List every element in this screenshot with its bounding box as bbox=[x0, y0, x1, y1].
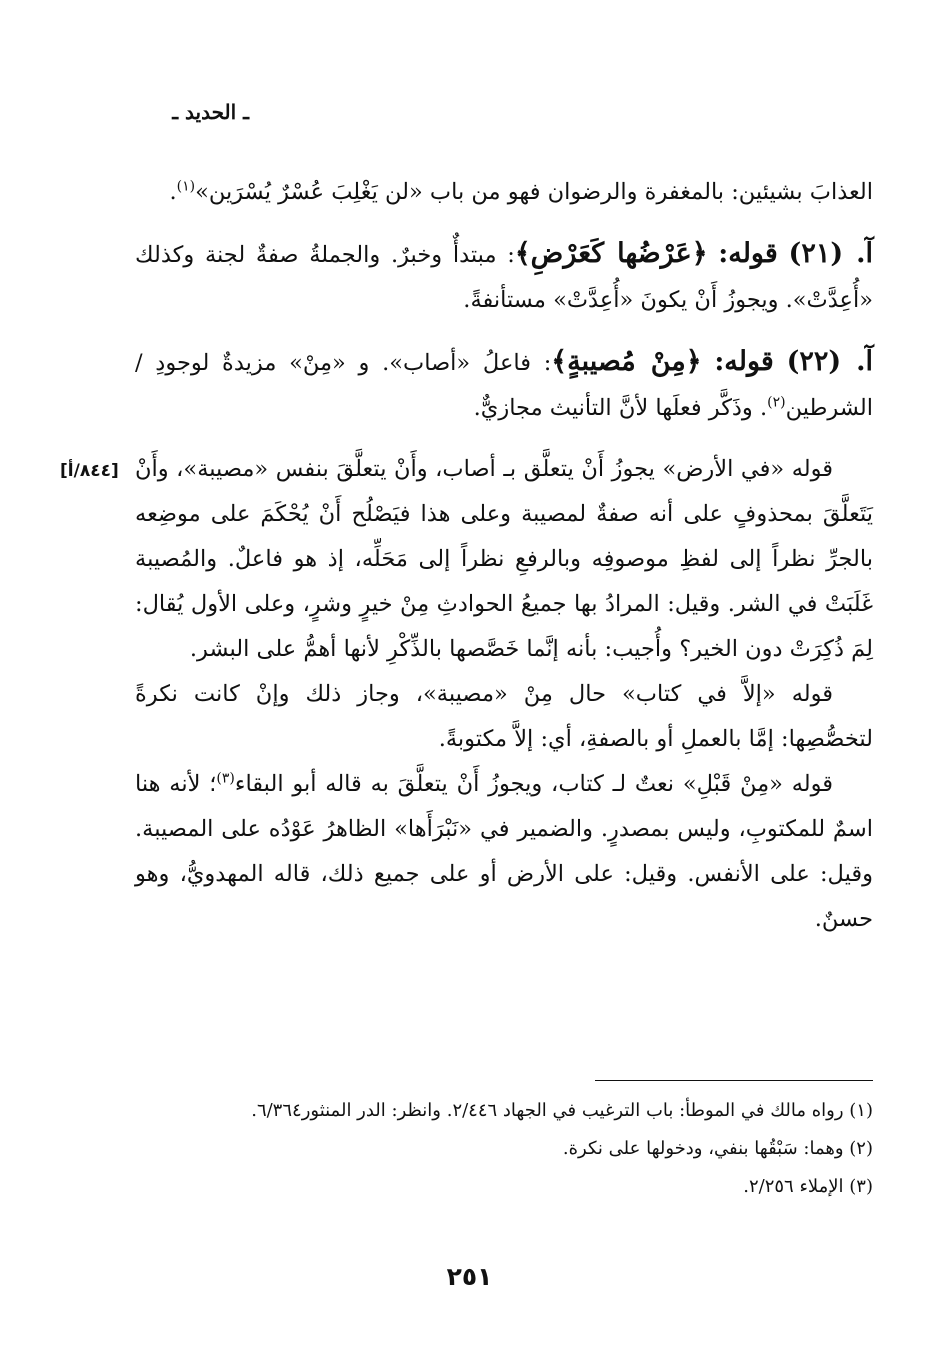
entry-label: قوله: bbox=[718, 238, 778, 269]
spacer bbox=[135, 215, 873, 231]
quran-quote: ﴿مِنْ مُصيبةٍ﴾ bbox=[551, 346, 702, 377]
paragraph-text-cont: ؛ لأنه هنا اسمٌ للمكتوبِ، وليس بمصدرٍ. والضمير في «نَبْرَأَها» الظاهرُ عَوْدُه على المصيبة. وقيل: على الأنفس. وقيل: على الأرض أو على جميع ذلك، قاله المهدويُّ، وهو حسنٌ. bbox=[135, 771, 873, 932]
spacer bbox=[135, 323, 873, 339]
page-number: ٢٥١ bbox=[446, 1262, 493, 1291]
entry-label: قوله: bbox=[714, 346, 774, 377]
footnote-marker[interactable]: (٢) bbox=[767, 394, 786, 411]
paragraph-end: . bbox=[169, 179, 177, 205]
entry-text: : فاعلُ «أصاب». و «مِنْ» مزيدةٌ لوجودِ / الشرطين bbox=[135, 350, 873, 421]
manuscript-folio-reference: [٨٤٤/أ] bbox=[60, 461, 119, 481]
footnote-2: (٢) وهما: سَبْقُها بنفي، ودخولها على نكرة. bbox=[562, 1138, 873, 1159]
entry-verse-22 bbox=[135, 339, 873, 431]
paragraph-intro bbox=[135, 170, 873, 215]
verse-number: آ. (٢١) bbox=[788, 238, 874, 269]
spacer bbox=[135, 431, 873, 447]
paragraph-min-qabl bbox=[135, 762, 873, 942]
running-header: ـ الحديد ـ bbox=[172, 100, 249, 124]
footnote-separator bbox=[595, 1080, 873, 1081]
footnote-1: (١) رواه مالك في الموطأ: باب الترغيب في الجهاد ٢/٤٤٦. وانظر: الدر المنثور٦/٣٦٤. bbox=[251, 1100, 873, 1121]
footnote-marker[interactable]: (٣) bbox=[216, 770, 235, 787]
paragraph-text: قوله «مِنْ قَبْلِ» نعتٌ لـ كتاب، ويجوزُ أَنْ يتعلَّقَ به قاله أبو البقاء bbox=[234, 771, 834, 797]
paragraph-text: العذابَ بشيئين: بالمغفرة والرضوان فهو من باب «لن يَغْلِبَ عُسْرٌ يُسْرَين» bbox=[195, 179, 873, 205]
quran-quote: ﴿عَرْضُها كَعَرْضِ﴾ bbox=[514, 238, 708, 269]
footnote-marker[interactable]: (١) bbox=[176, 178, 196, 195]
footnotes bbox=[150, 1094, 873, 1208]
verse-number: آ. (٢٢) bbox=[786, 346, 874, 377]
entry-text: : مبتدأٌ وخبرٌ. والجملةُ صفةٌ لجنة وكذلك «أُعِدَّتْ». ويجوزُ أَنْ يكونَ «أُعِدَّتْ» مستأنفةً. bbox=[135, 242, 873, 313]
paragraph-fil-ard: قوله «في الأرض» يجوزُ أَنْ يتعلَّق بـ أصاب، وأَنْ يتعلَّقَ بنفس «مصيبة»، وأَنْ يَتَعلَّقَ بمحذوفٍ على أنه صفةٌ لمصيبة وعلى هذا فيَصْلُح أَنْ يُحْكَمَ على موضِعه بالجرِّ نظراً إلى لفظِ موصوفِه وبالرفعِ نظراً إلى مَحَلِّه، إذ هو فاعلٌ. والمُصيبة غَلَبَتْ في الشر. وقيل: المرادُ بها جميعُ الحوادثِ مِنْ خيرٍ وشرٍ، وعلى الأول يُقال: لِمَ ذُكِرَتْ دون الخير؟ وأُجيب: بأنه إنَّما خَصَّصها بالذِّكْرِ لأنها أهمُّ على البشر. bbox=[135, 456, 873, 662]
main-text bbox=[135, 170, 873, 942]
entry-verse-21 bbox=[135, 231, 873, 323]
paragraph-illa: قوله «إلاَّ في كتاب» حال مِنْ «مصيبة»، وجاز ذلك وإنْ كانت نكرةً لتخصُّصِها: إمَّا بالعملِ أو بالصفةِ، أي: إلاَّ مكتوبةً. bbox=[135, 681, 873, 752]
footnote-3: (٣) الإملاء ٢/٢٥٦. bbox=[743, 1176, 873, 1197]
entry-text-end: . وذَكَّر فعلَها لأنَّ التأنيث مجازيٌّ. bbox=[473, 395, 768, 421]
